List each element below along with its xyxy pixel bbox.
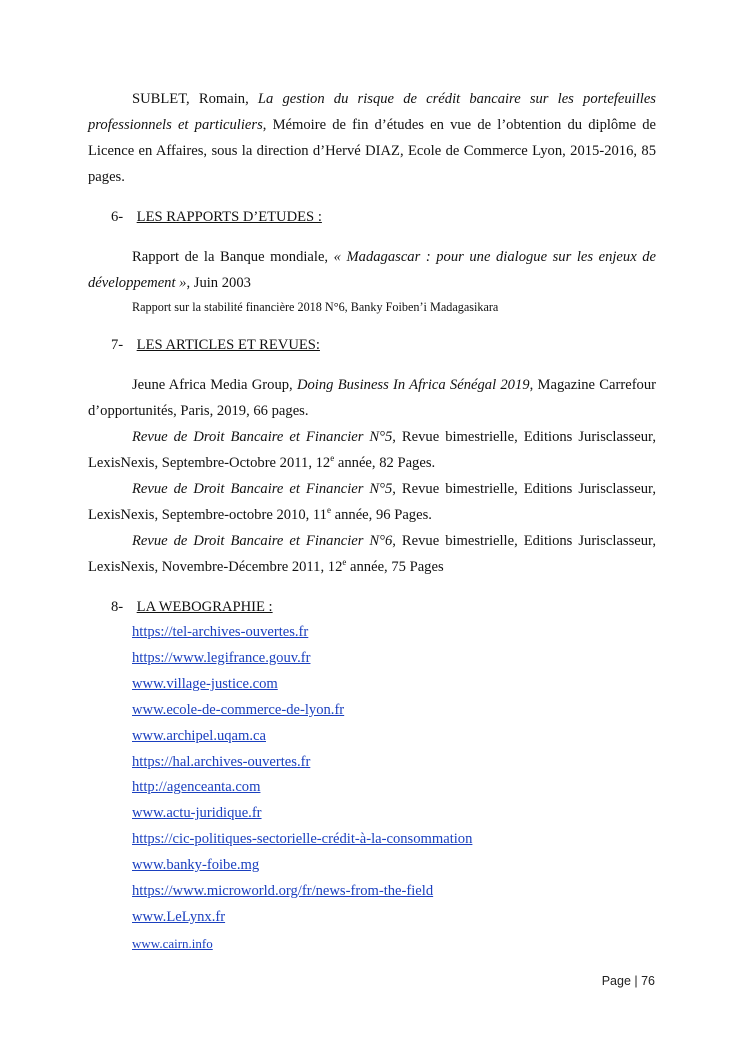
web-link[interactable]: http://agenceanta.com	[132, 779, 261, 796]
bibliography-entry-sublet: SUBLET, Romain, La gestion du risque de crédit bancaire sur les portefeuilles professionnels et particuliers, Mémoire de fin d’études en vue de l’obtention du diplôme de Licence en Affaires, sous la direction d’Hervé DIAZ, Ecole de Commerce Lyon, 2015-2016, 85 pages.	[88, 91, 656, 185]
section-heading-rapports: 6- LES RAPPORTS D’ETUDES :	[111, 209, 322, 225]
web-link[interactable]: www.actu-juridique.fr	[132, 805, 262, 822]
page-content	[88, 86, 656, 957]
web-link[interactable]: www.cairn.info	[132, 935, 213, 951]
section-heading-articles: 7- LES ARTICLES ET REVUES:	[111, 337, 320, 353]
bibliography-entry-jeune-africa: Jeune Africa Media Group, Doing Business In Africa Sénégal 2019, Magazine Carrefour d’opportunités, Paris, 2019, 66 pages.	[88, 377, 657, 419]
web-link[interactable]: www.LeLynx.fr	[132, 908, 226, 925]
web-link[interactable]: https://www.microworld.org/fr/news-from-the-field	[132, 883, 434, 900]
web-link[interactable]: www.ecole-de-commerce-de-lyon.fr	[132, 701, 345, 718]
bibliography-entry-revue-2011-6: Revue de Droit Bancaire et Financier N°6, Revue bimestrielle, Editions Jurisclasseur, LexisNexis, Novembre-Décembre 2011, 12e année, 75 Pages	[88, 533, 656, 575]
section-heading-webographie: 8- LA WEBOGRAPHIE :	[111, 599, 273, 615]
bibliography-entry-revue-2010-5: Revue de Droit Bancaire et Financier N°5, Revue bimestrielle, Editions Jurisclasseur, LexisNexis, Septembre-octobre 2010, 11e année, 96 Pages.	[88, 481, 656, 523]
bibliography-entry-stabilite-financiere: Rapport sur la stabilité financière 2018 N°6, Banky Foiben’i Madagasikara	[132, 300, 499, 314]
web-link[interactable]: https://tel-archives-ouvertes.fr	[132, 624, 309, 640]
web-link[interactable]: www.village-justice.com	[132, 675, 278, 692]
page-number-footer: Page | 76	[601, 974, 655, 988]
web-link[interactable]: https://www.legifrance.gouv.fr	[132, 649, 311, 666]
bibliography-entry-banque-mondiale: Rapport de la Banque mondiale, « Madagascar : pour une dialogue sur les enjeux de développement », Juin 2003	[88, 249, 656, 291]
web-link[interactable]: https://hal.archives-ouvertes.fr	[132, 753, 311, 770]
web-link[interactable]: www.archipel.uqam.ca	[132, 727, 266, 744]
web-link[interactable]: www.banky-foibe.mg	[132, 857, 260, 874]
web-link[interactable]: https://cic-politiques-sectorielle-crédit-à-la-consommation	[132, 831, 473, 848]
bibliography-entry-revue-2011-5: Revue de Droit Bancaire et Financier N°5, Revue bimestrielle, Editions Jurisclasseur, LexisNexis, Septembre-Octobre 2011, 12e année, 82 Pages.	[88, 429, 656, 471]
webography-link-list	[88, 620, 656, 957]
